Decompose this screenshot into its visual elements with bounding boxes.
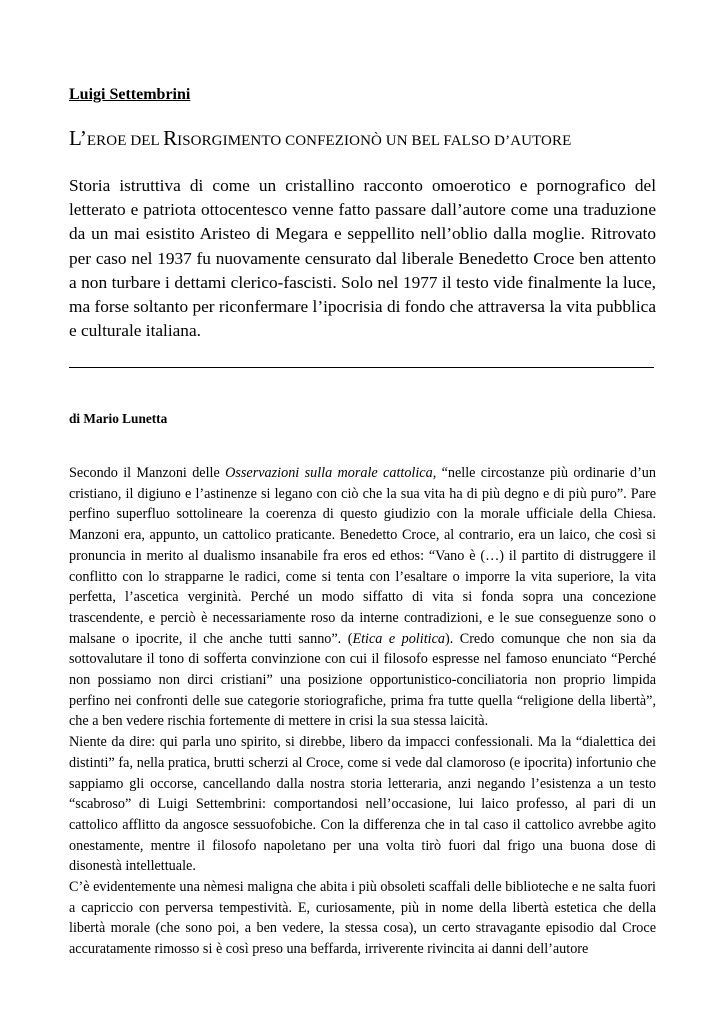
- article-byline: di Mario Lunetta: [69, 411, 168, 426]
- article-body: [69, 463, 656, 960]
- body-paragraph: [69, 463, 656, 732]
- section-divider: [69, 367, 654, 368]
- book-title: Etica e politica: [352, 630, 445, 647]
- article-author: Luigi Settembrini: [69, 86, 191, 103]
- article-lead: Storia istruttiva di come un cristallino racconto omoerotico e pornografico del letterato e patriota ottocentesco venne fatto passare dall’autore come una traduzione da un mai esistito Aristeo di Megara e seppellito nell’oblio dalla moglie. Ritrovato per caso nel 1937 fu nuovamente censurato dal liberale Benedetto Croce ben attento a non turbare i dettami clerico-fascisti. Solo nel 1977 il testo vide finalmente la luce, ma forse soltanto per riconfermare l’ipocrisia di fondo che attraversa la vita pubblica e culturale italiana.: [69, 176, 656, 341]
- headline-part: ISORGIMENTO CONFEZIONÒ UN BEL FALSO D’AUTORE: [177, 133, 572, 149]
- body-text: ). Credo comunque che non sia da sottovalutare il tono di sofferta convinzione con cui il filosofo espresse nel famoso enunciato “Perché non possiamo non dirci cristiani” una posizione opportunistico-conciliatoria non proprio limpida perfino nei confronti delle sue categorie storiografiche, prima fra tutte quella “religione della libertà”, che a ben vedere rischia fortemente di mettere in crisi la sua stessa laicità.: [69, 630, 656, 730]
- body-paragraph: C’è evidentemente una nèmesi maligna che abita i più obsoleti scaffali delle biblioteche e ne salta fuori a capriccio con perversa tempestività. E, curiosamente, più in nome della libertà estetica che della libertà morale (che sono poi, a ben vedere, la stessa cosa), un certo stravagante episodio dal Croce accuratamente rimosso si è così preso una beffarda, irriverente rivincita ai danni dell’autore: [69, 879, 656, 958]
- body-text: Secondo il Manzoni delle: [69, 465, 226, 481]
- article-headline: [69, 126, 659, 151]
- headline-part: EROE DEL: [86, 133, 164, 149]
- book-title: Osservazioni sulla morale cattolica: [225, 465, 433, 481]
- body-text: , “nelle circostanze più ordinarie d’un cristiano, il digiuno e l’astinenze si legano con ciò che la sua vita ha di più degno e di più puro”. Pare perfino superfluo sottolineare la coerenza di questo giudizio con la morale ufficiale della Chiesa. Manzoni era, appunto, un cattolico praticante. Benedetto Croce, al contrario, era un laico, che così si pronuncia in merito al dualismo insanabile fra eros ed ethos: “Vano è (…) il partito di distruggere il conflitto con lo strapparne le radici, come si tenta con l’esaltare o imporre la vita superiore, la vita perfetta, l’ascetica verginità. Perché un modo siffatto di vita si fonda sopra una concezione trascendente, e perciò è necessariamente roso da interne contradizioni, e le sue conseguenze sono o malsane o ipocrite, il che anche tutti sanno”. (: [69, 465, 656, 647]
- headline-part: L’: [69, 126, 87, 150]
- headline-part: R: [163, 126, 178, 150]
- body-paragraph: Niente da dire: qui parla uno spirito, si direbbe, libero da impacci confessionali. Ma la “dialettica dei distinti” fa, nella pratica, brutti scherzi al Croce, come si vede dal clamoroso (e ipocrita) infortunio che sappiamo gli occorse, cancellando dalla nostra storia letteraria, anzi negando l’esistenza a un testo “scabroso” di Luigi Settembrini: comportandosi nell’occasione, lui laico professo, al pari di un cattolico afflitto da angosce sessuofobiche. Con la differenza che in tal caso il cattolico avrebbe agito onestamente, mentre il filosofo napoletano per una volta tirò fuori dal frigo una buona dose di disonestà intellettuale.: [69, 734, 656, 875]
